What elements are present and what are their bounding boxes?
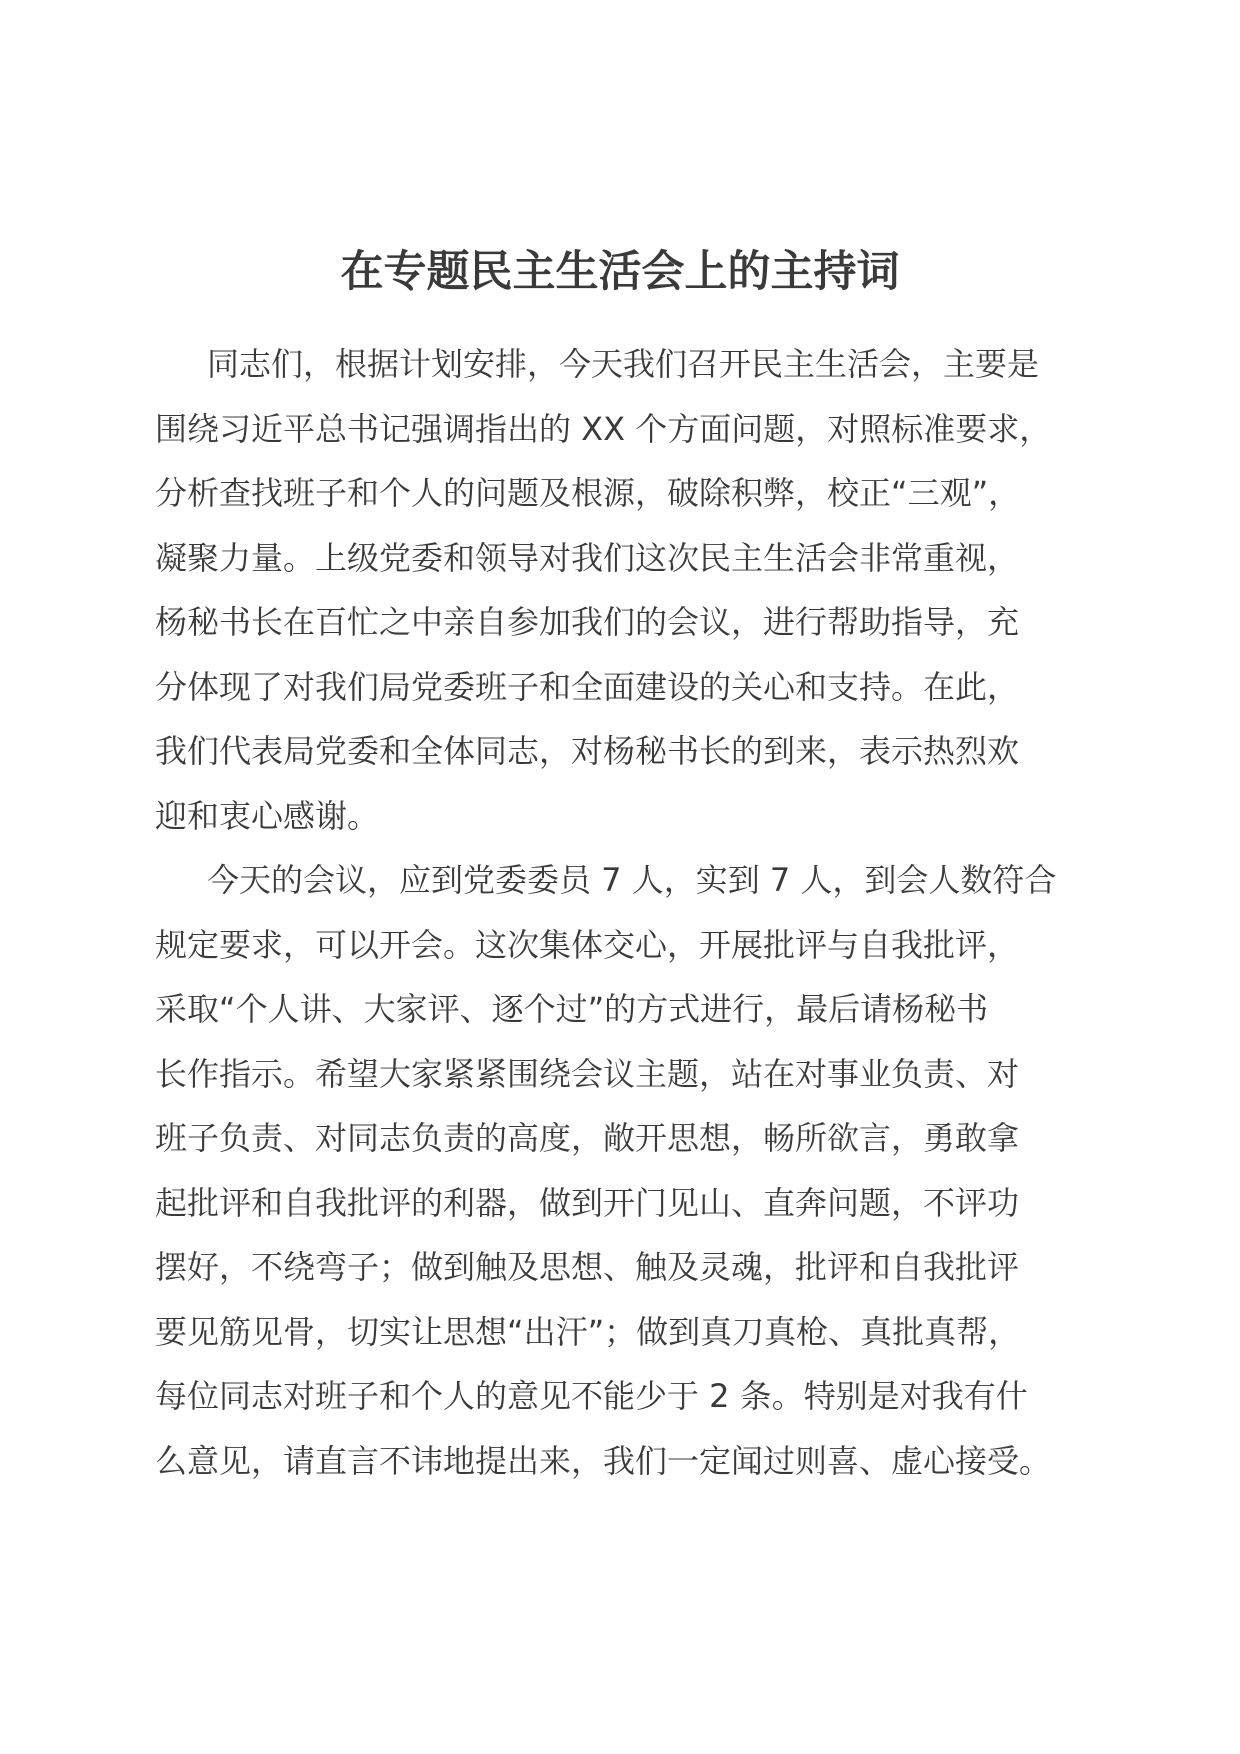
paragraph-line: 迎和衷心感谢。 [155, 796, 380, 835]
paragraph-line: 规定要求，可以开会。这次集体交心，开展批评与自我批评， [155, 925, 1020, 964]
paragraph-line: 摆好，不绕弯子；做到触及思想、触及灵魂，批评和自我批评 [155, 1248, 1020, 1286]
paragraph-line: 每位同志对班子和个人的意见不能少于 2 条。特别是对我有什 [155, 1377, 1028, 1415]
paragraph-line: 我们代表局党委和全体同志，对杨秘书长的到来，表示热烈欢 [155, 732, 1020, 770]
paragraph-line: 长作指示。希望大家紧紧围绕会议主题，站在对事业负责、对 [155, 1054, 1020, 1093]
paragraph-1 [155, 332, 1085, 848]
paragraph-line: 要见筋见骨，切实让思想“出汗”；做到真刀真枪、真批真帮， [155, 1312, 1021, 1351]
paragraph-2 [155, 848, 1085, 1493]
document-body [155, 332, 1085, 1493]
paragraph-line: 凝聚力量。上级党委和领导对我们这次民主生活会非常重视， [155, 538, 1020, 577]
paragraph-line: 采取“个人讲、大家评、逐个过”的方式进行，最后请杨秘书 [155, 990, 989, 1028]
paragraph-line: 分析查找班子和个人的问题及根源，破除积弊，校正“三观”， [155, 474, 1021, 512]
paragraph-line: 起批评和自我批评的利器，做到开门见山、直奔问题，不评功 [155, 1183, 1020, 1222]
paragraph-line: 同志们，根据计划安排，今天我们召开民主生活会，主要是 [207, 345, 1040, 383]
paragraph-line: 围绕习近平总书记强调指出的 XX 个方面问题，对照标准要求， [155, 409, 1052, 448]
document-title: 在专题民主生活会上的主持词 [340, 247, 900, 297]
paragraph-line: 么意见，请直言不讳地提出来，我们一定闻过则喜、虚心接受。 [155, 1441, 1052, 1480]
paragraph-line: 分体现了对我们局党委班子和全面建设的关心和支持。在此， [155, 667, 1020, 706]
paragraph-line: 班子负责、对同志负责的高度，敞开思想，畅所欲言，勇敢拿 [155, 1119, 1020, 1157]
paragraph-line: 今天的会议，应到党委委员 7 人，实到 7 人，到会人数符合 [207, 861, 1057, 899]
paragraph-line: 杨秘书长在百忙之中亲自参加我们的会议，进行帮助指导，充 [155, 603, 1020, 641]
